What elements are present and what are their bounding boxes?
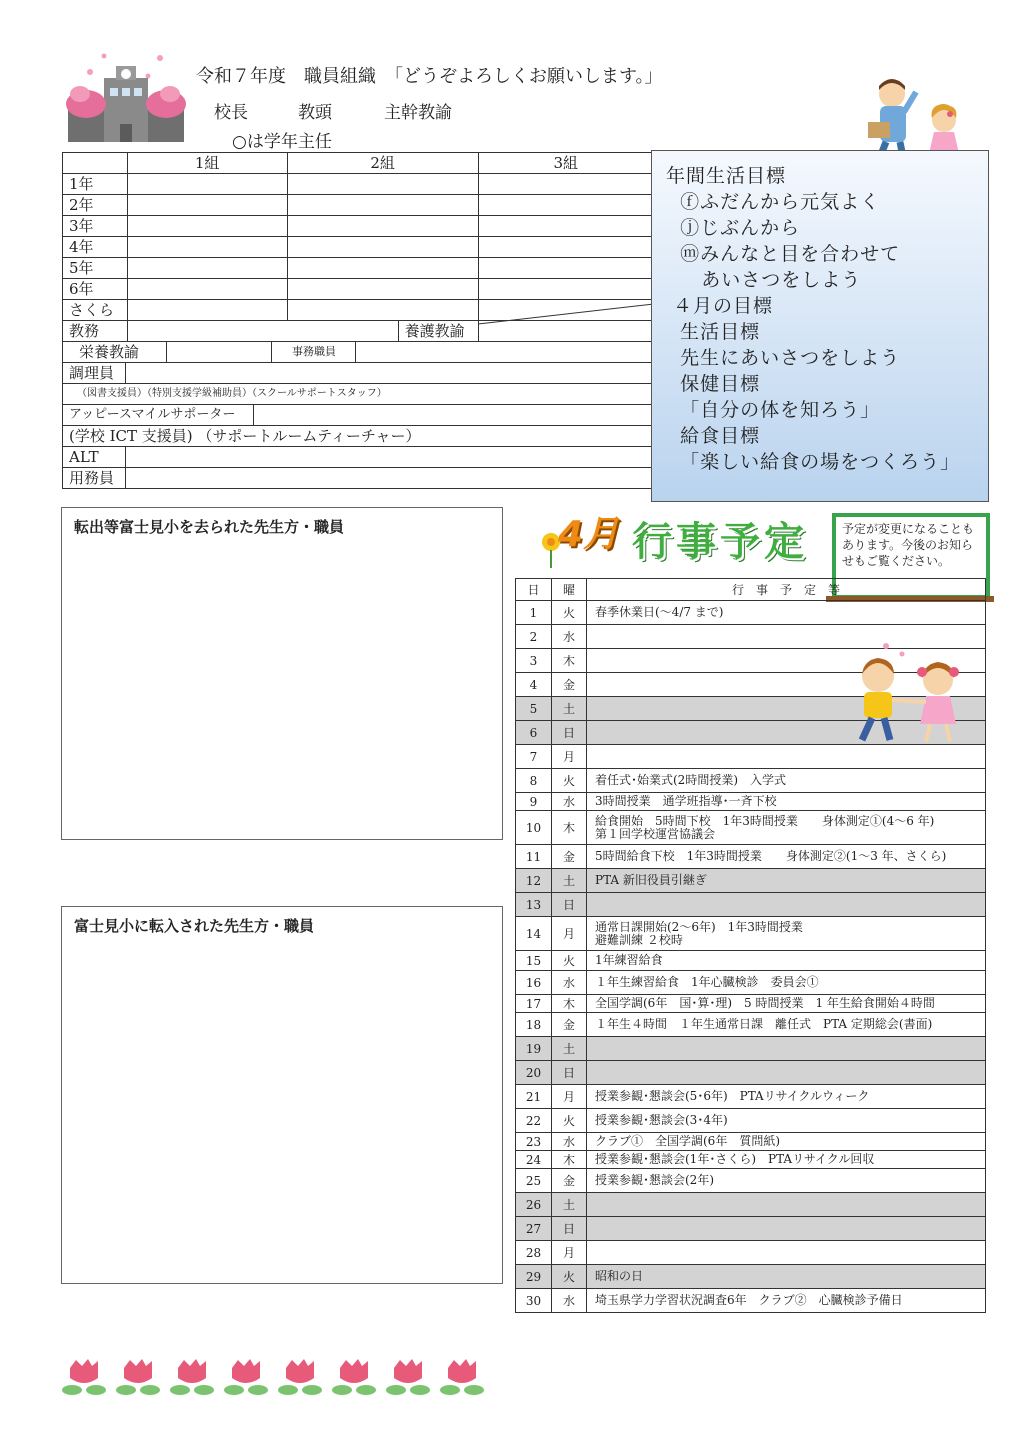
- event-text: [587, 1061, 986, 1085]
- goal-line: ⓜみんなと目を合わせて: [666, 243, 901, 265]
- event-weekday: 火: [552, 769, 587, 793]
- role-vice-principal: 教頭: [298, 103, 332, 123]
- event-row: [516, 971, 986, 995]
- event-day: 15: [516, 951, 552, 971]
- grade-label: 4年: [63, 237, 128, 258]
- event-weekday: 月: [552, 745, 587, 769]
- role-principal: 校長: [214, 103, 248, 123]
- event-row: [516, 1265, 986, 1289]
- event-text: [587, 1037, 986, 1061]
- event-day: 14: [516, 917, 552, 951]
- transfer-in-box: [61, 906, 503, 1284]
- event-weekday: 日: [552, 1061, 587, 1085]
- goal-line: 保健目標: [666, 373, 761, 395]
- goal-line: ４月の目標: [666, 295, 774, 317]
- yogo-label: 養護教諭: [398, 321, 465, 341]
- event-weekday: 土: [552, 1193, 587, 1217]
- event-row: [516, 1193, 986, 1217]
- event-row: [516, 1289, 986, 1313]
- event-text: 5時間給食下校 1年3時間授業 身体測定②(1～3 年、さくら): [587, 845, 986, 869]
- event-row: [516, 793, 986, 811]
- event-row: [516, 869, 986, 893]
- group-header-3: 3組: [478, 153, 653, 174]
- event-text: 通常日課開始(2～6年) 1年3時間授業 避難訓練 ２校時: [587, 917, 986, 951]
- grade-leader-note: ○は学年主任: [232, 132, 332, 152]
- goal-line: 年間生活目標: [666, 165, 787, 187]
- event-day: 3: [516, 649, 552, 673]
- event-weekday: 土: [552, 697, 587, 721]
- event-row: [516, 769, 986, 793]
- grade-label: さくら: [63, 300, 128, 321]
- event-weekday: 木: [552, 1151, 587, 1169]
- transfer-in-title: 富士見小に転入された先生方・職員: [74, 917, 315, 935]
- event-weekday: 日: [552, 1217, 587, 1241]
- flower-icon: [278, 1359, 322, 1395]
- event-weekday: 土: [552, 1037, 587, 1061]
- flower-icon: [386, 1359, 430, 1395]
- event-day: 27: [516, 1217, 552, 1241]
- goal-line: 「楽しい給食の場をつくろう」: [666, 451, 961, 473]
- event-text: 春季休業日(～4/7 まで): [587, 601, 986, 625]
- events-header-day: 日: [516, 579, 552, 601]
- event-day: 6: [516, 721, 552, 745]
- event-row: [516, 951, 986, 971]
- event-day: 5: [516, 697, 552, 721]
- goal-line: 「自分の体を知ろう」: [666, 399, 881, 421]
- event-row: [516, 1241, 986, 1265]
- event-weekday: 月: [552, 1241, 587, 1265]
- role-head-teacher: 主幹教諭: [384, 103, 452, 123]
- event-text: 授業参観･懇談会(5･6年) PTAリサイクルウィーク: [587, 1085, 986, 1109]
- event-text: 給食開始 5時間下校 1年3時間授業 身体測定①(4～6 年) 第１回学校運営協議会: [587, 811, 986, 845]
- event-day: 28: [516, 1241, 552, 1265]
- event-row: [516, 1085, 986, 1109]
- schedule-title: 行事予定: [632, 519, 808, 565]
- event-text: 3時間授業 通学班指導･一斉下校: [587, 793, 986, 811]
- event-row: [516, 745, 986, 769]
- chori-label: 調理員: [69, 364, 115, 382]
- event-text: [587, 1241, 986, 1265]
- event-text: [587, 1217, 986, 1241]
- flower-icon: [332, 1359, 376, 1395]
- event-day: 17: [516, 995, 552, 1013]
- event-weekday: 水: [552, 1133, 587, 1151]
- notice-board: 予定が変更になることもあります。今後のお知らせもご覧ください。: [832, 513, 990, 599]
- event-day: 30: [516, 1289, 552, 1313]
- event-text: 昭和の日: [587, 1265, 986, 1289]
- event-text: PTA 新旧役員引継ぎ: [587, 869, 986, 893]
- event-day: 13: [516, 893, 552, 917]
- event-day: 18: [516, 1013, 552, 1037]
- flower-border-illustration: [58, 1358, 494, 1404]
- event-day: 11: [516, 845, 552, 869]
- event-weekday: 水: [552, 793, 587, 811]
- grade-label: 2年: [63, 195, 128, 216]
- event-text: 授業参観･懇談会(1年･さくら) PTAリサイクル回収: [587, 1151, 986, 1169]
- event-text: 授業参観･懇談会(3･4年): [587, 1109, 986, 1133]
- group-header-2: 2組: [287, 153, 478, 174]
- goals-box: [651, 150, 989, 502]
- goal-line: 生活目標: [666, 321, 761, 343]
- events-header-events: 行 事 予 定 等: [587, 579, 986, 601]
- event-weekday: 木: [552, 995, 587, 1013]
- event-day: 23: [516, 1133, 552, 1151]
- event-weekday: 木: [552, 811, 587, 845]
- event-text: 埼玉県学力学習状況調査6年 クラブ② 心臓検診予備日: [587, 1289, 986, 1313]
- jimu-label: 事務職員: [271, 342, 336, 362]
- flower-icon: [224, 1359, 268, 1395]
- event-row: [516, 917, 986, 951]
- event-day: 4: [516, 673, 552, 697]
- event-day: 10: [516, 811, 552, 845]
- event-row: [516, 1037, 986, 1061]
- event-row: [516, 1109, 986, 1133]
- event-day: 7: [516, 745, 552, 769]
- grade-label: 6年: [63, 279, 128, 300]
- event-day: 8: [516, 769, 552, 793]
- event-weekday: 火: [552, 951, 587, 971]
- event-text: [587, 1193, 986, 1217]
- page-title: 令和７年度 職員組織 「どうぞよろしくお願いします。」: [196, 66, 663, 87]
- event-row: [516, 1013, 986, 1037]
- event-day: 1: [516, 601, 552, 625]
- smile-supporter-label: アッピースマイルサポーター: [69, 407, 236, 422]
- event-text: クラブ① 全国学調(6年 質問紙): [587, 1133, 986, 1151]
- event-day: 20: [516, 1061, 552, 1085]
- event-weekday: 日: [552, 893, 587, 917]
- event-day: 2: [516, 625, 552, 649]
- event-row: [516, 893, 986, 917]
- event-day: 24: [516, 1151, 552, 1169]
- ict-support-label: (学校 ICT 支援員) （サポートルームティーチャー）: [63, 426, 654, 447]
- event-row: [516, 811, 986, 845]
- alt-label: ALT: [69, 448, 99, 466]
- event-weekday: 水: [552, 971, 587, 995]
- flower-icon: [170, 1359, 214, 1395]
- goal-line: あいさつをしよう: [666, 269, 862, 291]
- eiyo-label: 栄養教諭: [79, 343, 140, 361]
- event-weekday: 木: [552, 649, 587, 673]
- event-day: 26: [516, 1193, 552, 1217]
- staff-corner-cell: [63, 153, 128, 174]
- flower-icon: [62, 1359, 106, 1395]
- kyomu-label: 教務: [63, 321, 128, 342]
- event-text: 着任式･始業式(2時間授業) 入学式: [587, 769, 986, 793]
- event-weekday: 金: [552, 1169, 587, 1193]
- goal-line: ⓕふだんから元気よく: [666, 191, 881, 213]
- event-day: 29: [516, 1265, 552, 1289]
- event-weekday: 金: [552, 673, 587, 697]
- grade-label: 1年: [63, 174, 128, 195]
- grade-label: 3年: [63, 216, 128, 237]
- children-running-illustration: [846, 640, 970, 746]
- event-day: 19: [516, 1037, 552, 1061]
- event-weekday: 金: [552, 1013, 587, 1037]
- event-row: [516, 1151, 986, 1169]
- event-weekday: 水: [552, 1289, 587, 1313]
- grade-label: 5年: [63, 258, 128, 279]
- transfer-out-box: [61, 507, 503, 840]
- goal-line: 先生にあいさつをしよう: [666, 347, 901, 369]
- event-day: 25: [516, 1169, 552, 1193]
- event-text: [587, 745, 986, 769]
- goal-line: ⓙじぶんから: [666, 217, 801, 239]
- event-weekday: 火: [552, 601, 587, 625]
- events-header-weekday: 曜: [552, 579, 587, 601]
- event-text: 授業参観･懇談会(2年): [587, 1169, 986, 1193]
- event-text: 1年練習給食: [587, 951, 986, 971]
- event-day: 12: [516, 869, 552, 893]
- event-weekday: 火: [552, 1265, 587, 1289]
- event-weekday: 土: [552, 869, 587, 893]
- event-row: [516, 601, 986, 625]
- event-weekday: 火: [552, 1109, 587, 1133]
- event-row: [516, 845, 986, 869]
- event-weekday: 月: [552, 1085, 587, 1109]
- event-row: [516, 1169, 986, 1193]
- event-text: １年生練習給食 1年心臓検診 委員会①: [587, 971, 986, 995]
- support-staff-label: （図書支援員）（特別支援学級補助員）（スクールサポートスタッフ）: [63, 384, 654, 405]
- event-row: [516, 1061, 986, 1085]
- event-weekday: 日: [552, 721, 587, 745]
- event-row: [516, 1133, 986, 1151]
- event-row: [516, 995, 986, 1013]
- event-weekday: 月: [552, 917, 587, 951]
- event-day: 22: [516, 1109, 552, 1133]
- transfer-out-title: 転出等富士見小を去られた先生方・職員: [74, 518, 345, 536]
- goal-line: 給食目標: [666, 425, 761, 447]
- school-building-illustration: [64, 48, 188, 144]
- event-day: 9: [516, 793, 552, 811]
- event-day: 16: [516, 971, 552, 995]
- event-row: [516, 1217, 986, 1241]
- event-text: [587, 893, 986, 917]
- event-day: 21: [516, 1085, 552, 1109]
- yomu-label: 用務員: [69, 469, 115, 487]
- month-banner: 4月: [558, 514, 620, 555]
- flower-icon: [116, 1359, 160, 1395]
- event-text: １年生４時間 １年生通常日課 離任式 PTA 定期総会(書面): [587, 1013, 986, 1037]
- group-header-1: 1組: [127, 153, 287, 174]
- event-text: 全国学調(6年 国･算･理) 5 時間授業 1 年生給食開始４時間: [587, 995, 986, 1013]
- event-weekday: 水: [552, 625, 587, 649]
- event-weekday: 金: [552, 845, 587, 869]
- sakura-diagonal-line: [478, 302, 654, 326]
- flower-icon: [440, 1359, 484, 1395]
